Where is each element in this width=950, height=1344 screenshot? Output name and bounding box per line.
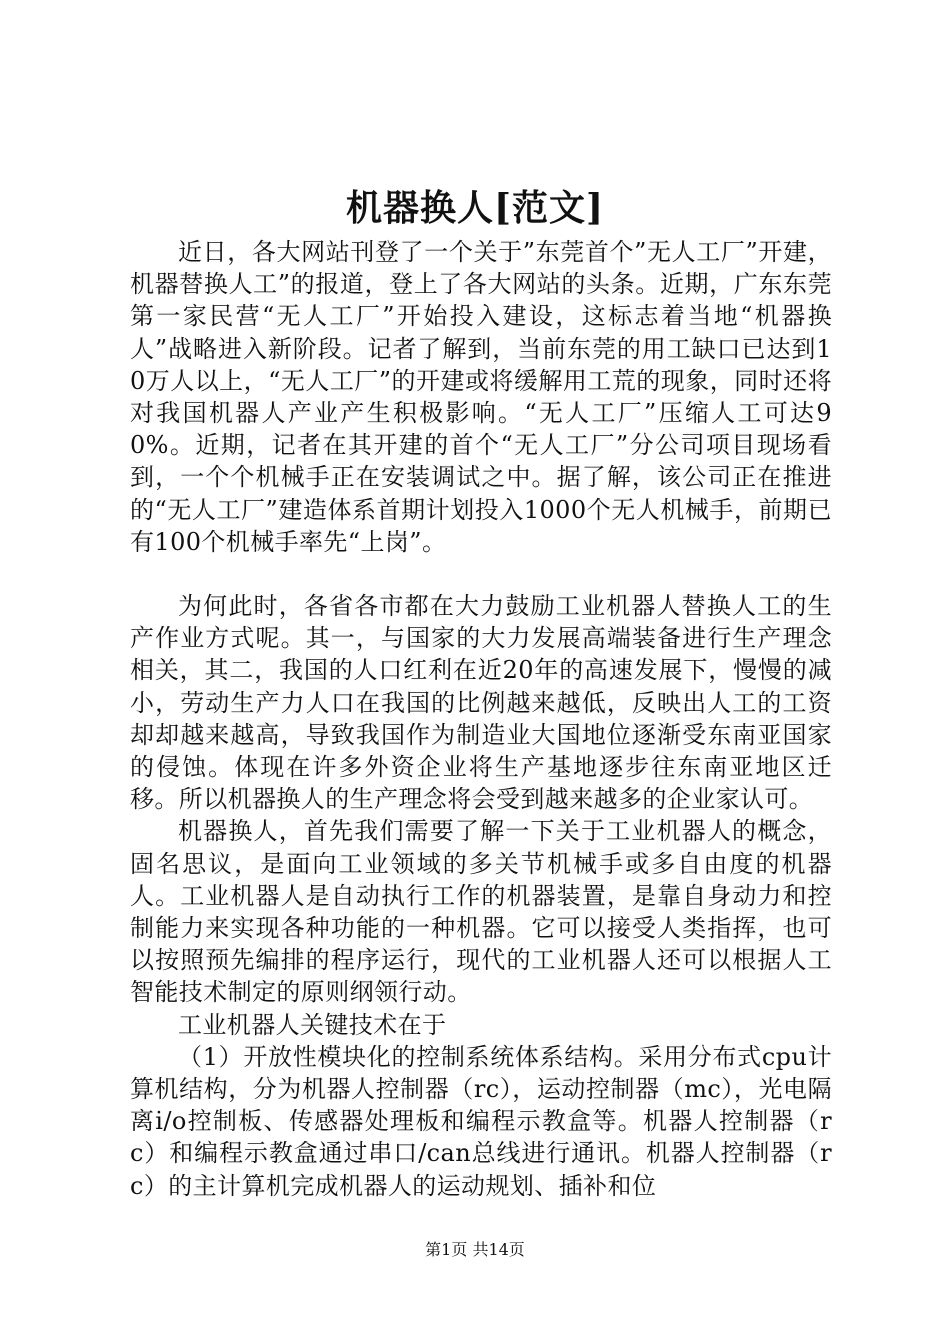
document-body: [130, 236, 832, 1202]
paragraph-robot-concept: 机器换人，首先我们需要了解一下关于工业机器人的概念，固名思议，是面向工业领域的多关节机械手或多自由度的机器人。工业机器人是自动执行工作的机器装置，是靠自身动力和控制能力来实现各种功能的一种机器。它可以接受人类指挥，也可以按照预先编排的程序运行，现代的工业机器人还可以根据人工智能技术制定的原则纲领行动。: [130, 817, 832, 1007]
page-indicator: 第1页 共14页: [425, 1240, 525, 1259]
paragraph-why-now: 为何此时，各省各市都在大力鼓励工业机器人替换人工的生产作业方式呢。其一，与国家的大力发展高端装备进行生产理念相关，其二，我国的人口红利在近20年的高速发展下，慢慢的减小，劳动生产力人口在我国的比例越来越低，反映出人工的工资却却越来越高，导致我国作为制造业大国地位逐渐受东南亚国家的侵蚀。体现在许多外资企业将生产基地逐步往东南亚地区迁移。所以机器换人的生产理念将会受到越来越多的企业家认可。: [130, 592, 832, 814]
paragraph-key-tech-heading: 工业机器人关键技术在于: [178, 1010, 447, 1039]
paragraph-control-system: （1）开放性模块化的控制系统体系结构。采用分布式cpu计算机结构，分为机器人控制器（rc），运动控制器（mc），光电隔离i/o控制板、传感器处理板和编程示教盒等。机器人控制器（rc）和编程示教盒通过串口/can总线进行通讯。机器人控制器（rc）的主计算机完成机器人的运动规划、插补和位: [130, 1042, 832, 1200]
paragraph-news-intro: 近日，各大网站刊登了一个关于”东莞首个”无人工厂”开建，机器替换人工”的报道，登上了各大网站的头条。近期，广东东莞第一家民营“无人工厂”开始投入建设，这标志着当地“机器换人”战略进入新阶段。记者了解到，当前东莞的用工缺口已达到10万人以上，“无人工厂”的开建或将缓解用工荒的现象，同时还将对我国机器人产业产生积极影响。“无人工厂”压缩人工可达90%。近期，记者在其开建的首个“无人工厂”分公司项目现场看到，一个个机械手正在安装调试之中。据了解，该公司正在推进的“无人工厂”建造体系首期计划投入1000个无人机械手，前期已有100个机械手率先“上岗”。: [130, 238, 832, 556]
document-title: 机器换人[范文]: [345, 187, 605, 229]
